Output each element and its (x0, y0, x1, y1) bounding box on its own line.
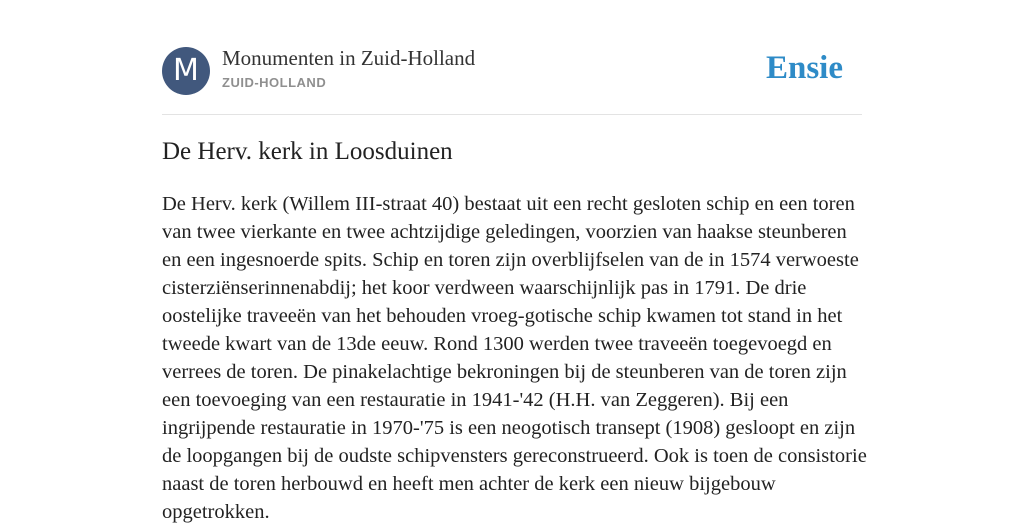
article-title: De Herv. kerk in Loosduinen (162, 138, 453, 165)
article-body: De Herv. kerk (Willem III-straat 40) bestaat uit een recht gesloten schip en een toren van twee vierkante en twee achtzijdige geledingen, voorzien van haakse steunberen en een ingesnoerde spits. Schip en toren zijn overblijfselen van de in 1574 verwoeste cisterziënserinnenabdij; het koor verdween waarschijnlijk pas in 1791. De drie oostelijke traveeën van het behouden vroeg-gotische schip kwamen tot stand in het tweede kwart van de 13de eeuw. Rond 1300 werden twee traveeën toegevoegd en verrees de toren. De pinakelachtige bekroningen bij de steunberen van de toren zijn een toevoeging van een restauratie in 1941-'42 (H.H. van Zeggeren). Bij een ingrijpende restauratie in 1970-'75 is een neogotisch transept (1908) gesloopt en zijn de loopgangen bij de oudste schipvensters gereconstrueerd. Ook is toen de consistorie naast de toren herbouwd en heeft men achter de kerk een nieuw bijgebouw opgetrokken. (162, 193, 867, 523)
book-title-link[interactable]: Monumenten in Zuid-Holland (222, 46, 476, 70)
book-header (162, 0, 862, 115)
ensie-logo[interactable]: Ensie (765, 50, 843, 86)
page-content (162, 0, 867, 523)
book-subtitle: ZUID-HOLLAND (222, 75, 327, 90)
avatar[interactable]: M (162, 47, 210, 95)
